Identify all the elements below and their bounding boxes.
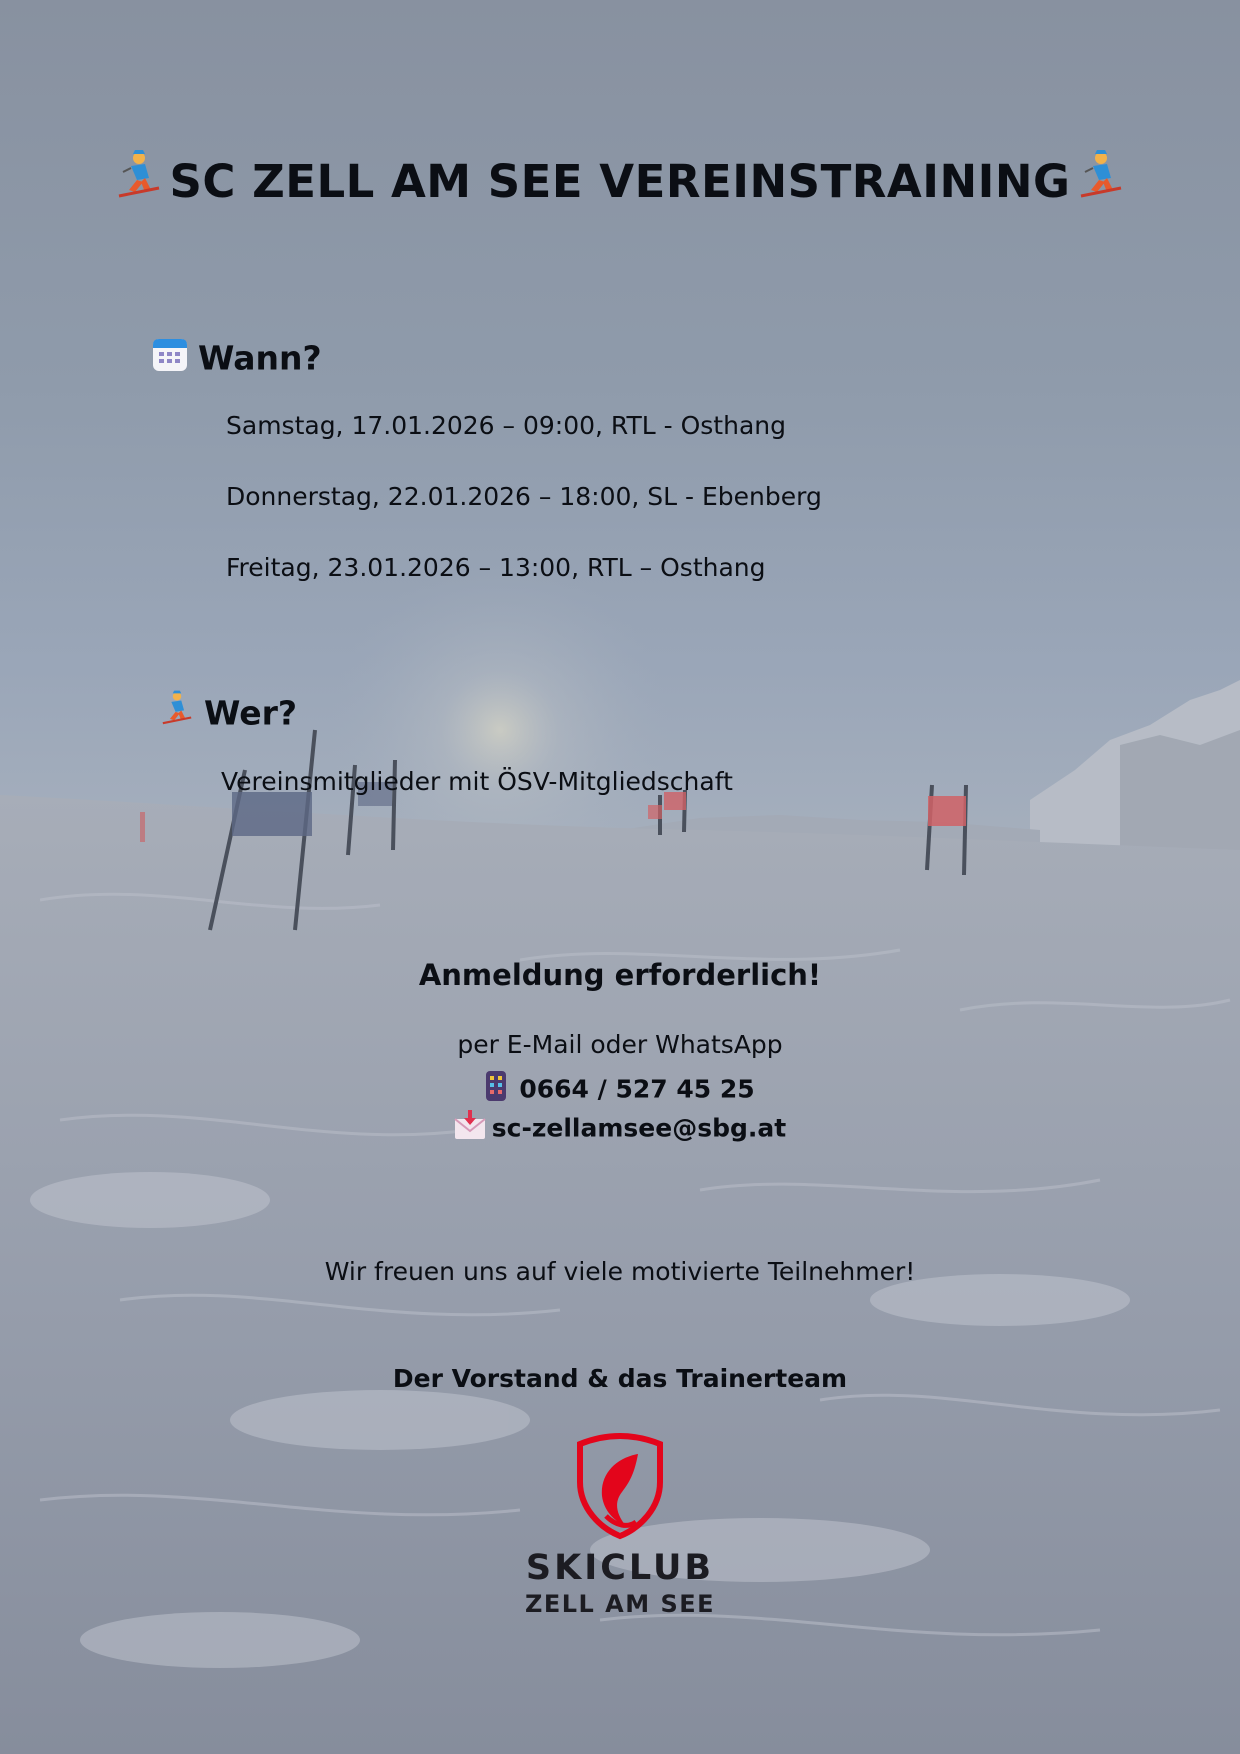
signature-text: Der Vorstand & das Trainerteam [392, 1364, 848, 1393]
logo-text-line1: SKICLUB [525, 1548, 715, 1588]
training-date-3: Freitag, 23.01.2026 – 13:00, RTL – Osthang [226, 553, 766, 582]
phone-number[interactable]: 0664 / 527 45 25 [519, 1074, 755, 1104]
section-heading-wer [160, 690, 297, 736]
registration-subline: per E-Mail oder WhatsApp [457, 1030, 783, 1059]
closing-text: Wir freuen uns auf viele motivierte Teilnehmer! [324, 1257, 916, 1286]
skier-icon [160, 690, 194, 736]
training-date-1: Samstag, 17.01.2026 – 09:00, RTL - Osthang [226, 411, 786, 440]
participants-text: Vereinsmitglieder mit ÖSV-Mitgliedschaft [221, 767, 733, 796]
section-heading-text: Wer? [204, 693, 298, 733]
contact-email [0, 1110, 1240, 1146]
page-title [0, 150, 1240, 213]
mobile-phone-icon [485, 1070, 507, 1108]
page-title-text: SC ZELL AM SEE VEREINSTRAINING [169, 155, 1071, 208]
skier-icon [1077, 150, 1125, 213]
email-address[interactable]: sc-zellamsee@sbg.at [491, 1113, 787, 1143]
logo-text-line2: ZELL AM SEE [524, 1590, 716, 1618]
envelope-arrow-icon [454, 1110, 486, 1146]
registration-heading: Anmeldung erforderlich! [418, 958, 822, 992]
skier-icon [115, 150, 163, 213]
calendar-icon [152, 336, 188, 380]
section-heading-wann [152, 336, 322, 380]
contact-phone [0, 1070, 1240, 1108]
section-heading-text: Wann? [198, 338, 322, 378]
training-date-2: Donnerstag, 22.01.2026 – 18:00, SL - Ebenberg [226, 482, 822, 511]
skiclub-shield-logo [576, 1432, 664, 1540]
skiclub-logo [520, 1432, 720, 1622]
